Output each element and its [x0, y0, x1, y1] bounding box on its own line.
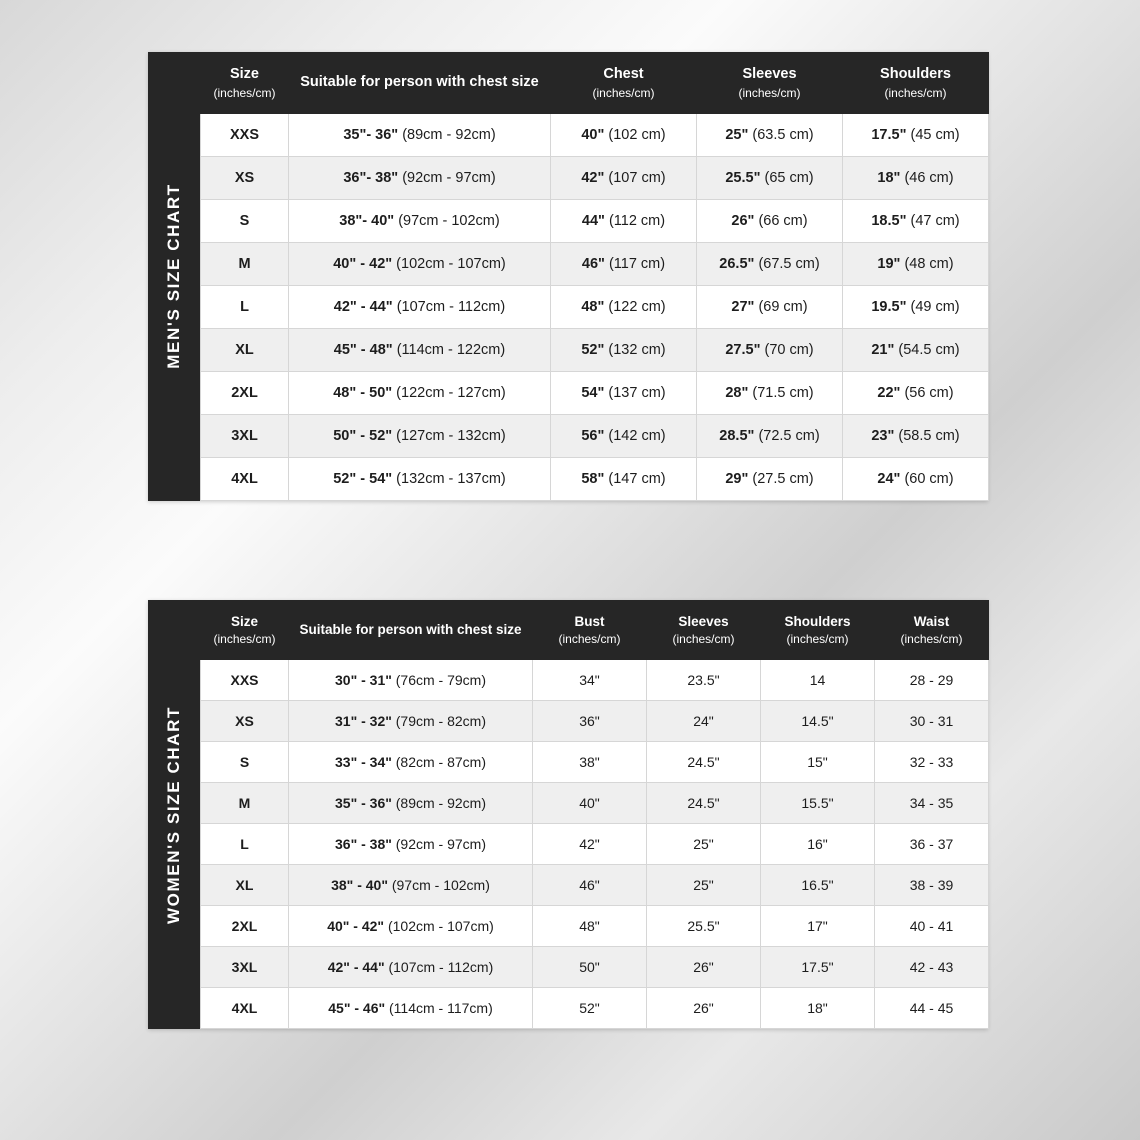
cell-shoulders	[843, 285, 989, 328]
cell-sleeves	[697, 457, 843, 500]
cell-waist: 44 - 45	[875, 988, 989, 1029]
cell-size: XXS	[201, 660, 289, 701]
cell-sleeves	[697, 113, 843, 156]
cell-size: XS	[201, 701, 289, 742]
cell-sleeves	[697, 199, 843, 242]
value-paren: (47 cm)	[910, 212, 960, 229]
column-header-suitable	[289, 601, 533, 660]
cell-waist: 40 - 41	[875, 906, 989, 947]
value-paren: (45 cm)	[910, 126, 960, 143]
cell-shoulders	[843, 113, 989, 156]
value-bold: 46"	[581, 255, 605, 272]
cell-suitable	[289, 156, 551, 199]
value-bold: 28"	[725, 384, 749, 401]
value-paren: (102cm - 107cm)	[387, 918, 494, 935]
cell-bust: 34"	[533, 660, 647, 701]
value-paren: (102 cm)	[608, 126, 666, 143]
cell-shoulders: 14.5"	[761, 701, 875, 742]
value-paren: (117 cm)	[608, 255, 666, 272]
column-header-title: Suitable for person with chest size	[299, 622, 522, 638]
value-bold: 36" - 38"	[335, 836, 392, 853]
value-bold: 26.5"	[719, 255, 755, 272]
value-paren: (66 cm)	[758, 212, 808, 229]
cell-shoulders: 16"	[761, 824, 875, 865]
value-paren: (132cm - 137cm)	[396, 470, 506, 487]
cell-size: XXS	[201, 113, 289, 156]
cell-size: 2XL	[201, 371, 289, 414]
cell-sleeves: 25"	[647, 824, 761, 865]
table-header-row	[201, 53, 989, 114]
value-paren: (58.5 cm)	[898, 427, 960, 444]
value-bold: 28.5"	[719, 427, 755, 444]
cell-waist: 38 - 39	[875, 865, 989, 906]
cell-shoulders: 17"	[761, 906, 875, 947]
mens-size-table	[200, 52, 989, 501]
value-bold: 33" - 34"	[335, 754, 392, 771]
mens-chart-side-label	[148, 52, 200, 501]
value-paren: (132 cm)	[608, 341, 666, 358]
cell-shoulders: 17.5"	[761, 947, 875, 988]
column-header-size	[201, 601, 289, 660]
cell-chest	[551, 113, 697, 156]
column-header-unit: (inches/cm)	[558, 632, 621, 647]
cell-sleeves	[697, 285, 843, 328]
cell-chest	[551, 156, 697, 199]
table-row	[201, 285, 989, 328]
value-paren: (67.5 cm)	[758, 255, 820, 272]
womens-chart-title: WOMEN'S SIZE CHART	[164, 705, 183, 924]
value-paren: (97cm - 102cm)	[398, 212, 500, 229]
value-bold: 17.5"	[871, 126, 907, 143]
cell-sleeves: 25.5"	[647, 906, 761, 947]
cell-waist: 28 - 29	[875, 660, 989, 701]
cell-sleeves: 26"	[647, 988, 761, 1029]
value-bold: 48" - 50"	[333, 384, 393, 401]
cell-suitable	[289, 242, 551, 285]
cell-chest	[551, 199, 697, 242]
value-bold: 22"	[877, 384, 901, 401]
cell-shoulders	[843, 414, 989, 457]
value-bold: 50" - 52"	[333, 427, 393, 444]
value-bold: 25"	[725, 126, 749, 143]
cell-suitable	[289, 371, 551, 414]
column-header-unit: (inches/cm)	[884, 85, 947, 100]
column-header-shoulders	[761, 601, 875, 660]
value-bold: 21"	[871, 341, 895, 358]
value-bold: 56"	[581, 427, 605, 444]
cell-shoulders	[843, 457, 989, 500]
cell-bust: 40"	[533, 783, 647, 824]
column-header-unit: (inches/cm)	[213, 632, 276, 647]
mens-chart-title: MEN'S SIZE CHART	[164, 183, 183, 370]
value-paren: (102cm - 107cm)	[396, 255, 506, 272]
cell-size: 4XL	[201, 988, 289, 1029]
column-header-unit: (inches/cm)	[672, 632, 735, 647]
cell-bust: 38"	[533, 742, 647, 783]
value-bold: 52"	[581, 341, 605, 358]
cell-size: M	[201, 783, 289, 824]
cell-suitable	[289, 414, 551, 457]
value-bold: 18"	[877, 169, 901, 186]
cell-bust: 50"	[533, 947, 647, 988]
value-bold: 36"- 38"	[343, 169, 399, 186]
cell-suitable	[289, 701, 533, 742]
value-paren: (60 cm)	[904, 470, 954, 487]
value-bold: 52" - 54"	[333, 470, 393, 487]
value-paren: (107cm - 112cm)	[396, 298, 506, 315]
value-paren: (65 cm)	[764, 169, 814, 186]
value-bold: 38"- 40"	[339, 212, 395, 229]
value-paren: (76cm - 79cm)	[395, 672, 486, 689]
value-paren: (56 cm)	[904, 384, 954, 401]
value-paren: (142 cm)	[608, 427, 666, 444]
cell-sleeves	[697, 328, 843, 371]
value-bold: 48"	[581, 298, 605, 315]
column-header-unit: (inches/cm)	[592, 85, 655, 100]
value-bold: 19.5"	[871, 298, 907, 315]
cell-suitable	[289, 199, 551, 242]
value-paren: (114cm - 122cm)	[396, 341, 506, 358]
cell-sleeves: 23.5"	[647, 660, 761, 701]
cell-suitable	[289, 328, 551, 371]
value-bold: 30" - 31"	[335, 672, 392, 689]
table-row	[201, 824, 989, 865]
cell-size: L	[201, 285, 289, 328]
cell-size: XS	[201, 156, 289, 199]
value-bold: 42" - 44"	[327, 959, 385, 976]
womens-table-head	[201, 601, 989, 660]
cell-size: L	[201, 824, 289, 865]
cell-suitable	[289, 742, 533, 783]
cell-waist: 42 - 43	[875, 947, 989, 988]
value-paren: (92cm - 97cm)	[395, 836, 486, 853]
table-row	[201, 783, 989, 824]
value-paren: (70 cm)	[764, 341, 814, 358]
column-header-sleeves	[697, 53, 843, 114]
cell-bust: 42"	[533, 824, 647, 865]
cell-size: 3XL	[201, 414, 289, 457]
column-header-size	[201, 53, 289, 114]
cell-chest	[551, 242, 697, 285]
cell-bust: 48"	[533, 906, 647, 947]
value-bold: 45" - 48"	[333, 341, 393, 358]
table-row	[201, 156, 989, 199]
cell-suitable	[289, 783, 533, 824]
value-paren: (79cm - 82cm)	[395, 713, 486, 730]
table-row	[201, 906, 989, 947]
value-bold: 38" - 40"	[331, 877, 388, 894]
cell-size: M	[201, 242, 289, 285]
value-bold: 40" - 42"	[327, 918, 385, 935]
column-header-waist	[875, 601, 989, 660]
table-row	[201, 701, 989, 742]
table-row	[201, 947, 989, 988]
table-row	[201, 328, 989, 371]
cell-shoulders: 15"	[761, 742, 875, 783]
value-bold: 35"- 36"	[343, 126, 399, 143]
cell-chest	[551, 371, 697, 414]
value-paren: (92cm - 97cm)	[402, 169, 496, 186]
cell-shoulders	[843, 156, 989, 199]
column-header-suitable	[289, 53, 551, 114]
cell-shoulders: 15.5"	[761, 783, 875, 824]
value-bold: 40" - 42"	[333, 255, 393, 272]
column-header-title: Sleeves	[742, 66, 797, 82]
value-bold: 25.5"	[725, 169, 761, 186]
column-header-unit: (inches/cm)	[213, 85, 276, 100]
cell-suitable	[289, 906, 533, 947]
value-paren: (147 cm)	[608, 470, 666, 487]
column-header-title: Suitable for person with chest size	[300, 74, 539, 91]
table-row	[201, 242, 989, 285]
cell-chest	[551, 328, 697, 371]
cell-suitable	[289, 660, 533, 701]
value-paren: (112 cm)	[608, 212, 666, 229]
column-header-title: Shoulders	[880, 66, 951, 82]
value-paren: (107 cm)	[608, 169, 666, 186]
column-header-title: Bust	[574, 614, 605, 629]
column-header-chest	[551, 53, 697, 114]
cell-sleeves	[697, 414, 843, 457]
column-header-title: Shoulders	[784, 614, 851, 629]
cell-bust: 52"	[533, 988, 647, 1029]
value-bold: 29"	[725, 470, 749, 487]
cell-waist: 30 - 31	[875, 701, 989, 742]
cell-sleeves: 26"	[647, 947, 761, 988]
mens-table-head	[201, 53, 989, 114]
value-bold: 24"	[877, 470, 901, 487]
cell-suitable	[289, 947, 533, 988]
cell-sleeves: 25"	[647, 865, 761, 906]
cell-size: XL	[201, 328, 289, 371]
value-paren: (54.5 cm)	[898, 341, 960, 358]
value-paren: (48 cm)	[904, 255, 954, 272]
cell-sleeves	[697, 371, 843, 414]
mens-size-chart	[148, 52, 988, 501]
column-header-unit: (inches/cm)	[900, 632, 963, 647]
value-bold: 44"	[581, 212, 605, 229]
value-paren: (27.5 cm)	[752, 470, 814, 487]
column-header-sleeves	[647, 601, 761, 660]
womens-table-body	[201, 660, 989, 1029]
table-row	[201, 414, 989, 457]
table-header-row	[201, 601, 989, 660]
value-bold: 45" - 46"	[328, 1000, 386, 1017]
cell-size: 2XL	[201, 906, 289, 947]
value-paren: (114cm - 117cm)	[389, 1000, 493, 1017]
cell-suitable	[289, 988, 533, 1029]
cell-chest	[551, 285, 697, 328]
column-header-title: Size	[229, 66, 259, 82]
womens-size-chart	[148, 600, 988, 1029]
column-header-title: Size	[230, 614, 258, 629]
value-bold: 42"	[581, 169, 605, 186]
cell-sleeves: 24"	[647, 701, 761, 742]
cell-waist: 32 - 33	[875, 742, 989, 783]
cell-sleeves	[697, 242, 843, 285]
table-row	[201, 660, 989, 701]
cell-shoulders: 14	[761, 660, 875, 701]
cell-chest	[551, 414, 697, 457]
value-paren: (97cm - 102cm)	[391, 877, 490, 894]
womens-chart-side-label	[148, 600, 200, 1029]
table-row	[201, 371, 989, 414]
value-bold: 27.5"	[725, 341, 761, 358]
value-bold: 27"	[731, 298, 755, 315]
value-bold: 18.5"	[871, 212, 907, 229]
value-paren: (127cm - 132cm)	[396, 427, 506, 444]
table-row	[201, 199, 989, 242]
cell-size: S	[201, 742, 289, 783]
value-paren: (46 cm)	[904, 169, 954, 186]
value-bold: 42" - 44"	[333, 298, 393, 315]
cell-sleeves	[697, 156, 843, 199]
mens-table-body	[201, 113, 989, 500]
cell-shoulders	[843, 242, 989, 285]
value-paren: (89cm - 92cm)	[402, 126, 496, 143]
cell-shoulders	[843, 371, 989, 414]
cell-sleeves: 24.5"	[647, 742, 761, 783]
value-paren: (49 cm)	[910, 298, 960, 315]
cell-sleeves: 24.5"	[647, 783, 761, 824]
column-header-unit: (inches/cm)	[738, 85, 801, 100]
cell-bust: 36"	[533, 701, 647, 742]
value-bold: 58"	[581, 470, 605, 487]
value-bold: 31" - 32"	[335, 713, 392, 730]
value-paren: (137 cm)	[608, 384, 666, 401]
cell-suitable	[289, 113, 551, 156]
cell-suitable	[289, 457, 551, 500]
column-header-title: Sleeves	[678, 614, 729, 629]
cell-size: 3XL	[201, 947, 289, 988]
value-bold: 35" - 36"	[335, 795, 392, 812]
table-row	[201, 865, 989, 906]
value-paren: (107cm - 112cm)	[388, 959, 494, 976]
value-paren: (122 cm)	[608, 298, 666, 315]
cell-size: S	[201, 199, 289, 242]
value-bold: 19"	[877, 255, 901, 272]
cell-shoulders: 18"	[761, 988, 875, 1029]
table-row	[201, 742, 989, 783]
column-header-title: Chest	[603, 66, 644, 82]
table-row	[201, 113, 989, 156]
value-paren: (72.5 cm)	[758, 427, 820, 444]
value-bold: 40"	[581, 126, 605, 143]
cell-bust: 46"	[533, 865, 647, 906]
cell-suitable	[289, 865, 533, 906]
column-header-shoulders	[843, 53, 989, 114]
cell-suitable	[289, 285, 551, 328]
column-header-bust	[533, 601, 647, 660]
value-paren: (122cm - 127cm)	[396, 384, 506, 401]
value-bold: 23"	[871, 427, 895, 444]
value-paren: (82cm - 87cm)	[395, 754, 486, 771]
value-bold: 26"	[731, 212, 755, 229]
cell-waist: 36 - 37	[875, 824, 989, 865]
cell-chest	[551, 457, 697, 500]
cell-shoulders	[843, 199, 989, 242]
cell-shoulders: 16.5"	[761, 865, 875, 906]
cell-size: XL	[201, 865, 289, 906]
womens-size-table	[200, 600, 989, 1029]
table-row	[201, 457, 989, 500]
column-header-unit: (inches/cm)	[786, 632, 849, 647]
cell-shoulders	[843, 328, 989, 371]
value-paren: (63.5 cm)	[752, 126, 814, 143]
cell-size: 4XL	[201, 457, 289, 500]
value-paren: (69 cm)	[758, 298, 808, 315]
cell-waist: 34 - 35	[875, 783, 989, 824]
value-paren: (71.5 cm)	[752, 384, 814, 401]
table-row	[201, 988, 989, 1029]
cell-suitable	[289, 824, 533, 865]
value-paren: (89cm - 92cm)	[395, 795, 486, 812]
column-header-title: Waist	[913, 614, 950, 629]
value-bold: 54"	[581, 384, 605, 401]
